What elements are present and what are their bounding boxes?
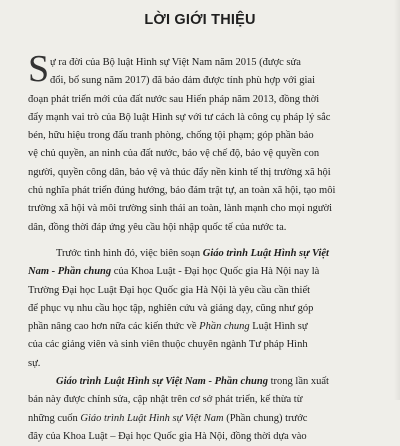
- italic-run: Giáo trình Luật Hình sự Việt Nam: [80, 412, 224, 424]
- text-run: trong lần xuất: [267, 376, 329, 388]
- book-title-run: Giáo trình Luật Hình sự Việt: [202, 247, 329, 259]
- paragraph-line: người, quyền công dân, bảo vệ và thúc đẩy nền kinh tế thị trường xã hội: [28, 166, 331, 178]
- paragraph-line: trường xã hội và môi trường sinh thái an toàn, lành mạnh cho mọi người: [28, 203, 333, 215]
- paragraph-line: bản này được chỉnh sửa, cập nhật trên cơ sở phát triển, kế thừa từ: [28, 394, 303, 406]
- text-run: (Phần chung) trước: [223, 412, 308, 424]
- paragraph-line: vệ chủ quyền, an ninh của đất nước, bảo vệ chế độ, bảo vệ quyền con: [28, 148, 320, 160]
- paragraph-line: [28, 318, 386, 336]
- paragraph-line: [28, 373, 386, 391]
- text-run: của Khoa Luật - Đại học Quốc gia Hà Nội nay là: [111, 266, 320, 278]
- italic-run: Phần chung: [199, 321, 250, 333]
- paragraph-line: bén, hữu hiệu trong đấu tranh phòng, chống tội phạm; góp phần bảo: [28, 130, 314, 142]
- paragraph-line: đẩy mạnh vai trò của Bộ luật Hình sự với tư cách là công cụ pháp lý sắc: [28, 111, 331, 123]
- text-run: Trước tình hình đó, việc biên soạn: [56, 247, 203, 259]
- body-text: [28, 54, 386, 446]
- book-title-run: Giáo trình Luật Hình sự Việt Nam - Phần chung: [56, 376, 268, 388]
- paragraph-line: đoạn phát triển mới của đất nước sau Hiến pháp năm 2013, đồng thời: [28, 93, 320, 105]
- paragraph-line: [28, 245, 386, 263]
- paragraph-line: Trường Đại học Luật Đại học Quốc gia Hà Nội là yêu cầu cần thiết: [28, 284, 311, 296]
- paragraph-line: để phục vụ nhu cầu học tập, nghiên cứu và giảng dạy, cũng như góp: [28, 302, 314, 314]
- paragraph-line: đây của Khoa Luật – Đại học Quốc gia Hà Nội, đồng thời dựa vào: [28, 430, 307, 442]
- drop-cap: S: [28, 48, 50, 90]
- paragraph-line: [28, 410, 386, 428]
- paragraph-line: ự ra đời của Bộ luật Hình sự Việt Nam năm 2015 (được sửa: [50, 57, 301, 68]
- book-title-run: Nam - Phần chung: [28, 266, 112, 278]
- page-edge-shadow: [394, 0, 400, 400]
- text-run: Luật Hình sự: [249, 321, 308, 333]
- text-run: phần nâng cao hơn nữa các kiến thức về: [28, 321, 200, 333]
- text-run: những cuốn: [28, 412, 81, 424]
- paragraph-line: của các giảng viên và sinh viên thuộc chuyên ngành Tư pháp Hình: [28, 339, 308, 351]
- paragraph-line: [28, 263, 386, 281]
- paragraph-line: chủ nghĩa phát triển đúng hướng, bảo đảm trật tự, an toàn xã hội, tạo môi: [28, 185, 336, 197]
- paragraph-line: dân, đồng thời đáp ứng yêu cầu hội nhập quốc tế của nước ta.: [28, 221, 287, 233]
- paragraph-line: đổi, bổ sung năm 2017) đã bảo đảm được tính phù hợp với giai: [50, 75, 315, 87]
- page-title: LỜI GIỚI THIỆU: [144, 12, 256, 28]
- paragraph-line: sự.: [28, 357, 41, 369]
